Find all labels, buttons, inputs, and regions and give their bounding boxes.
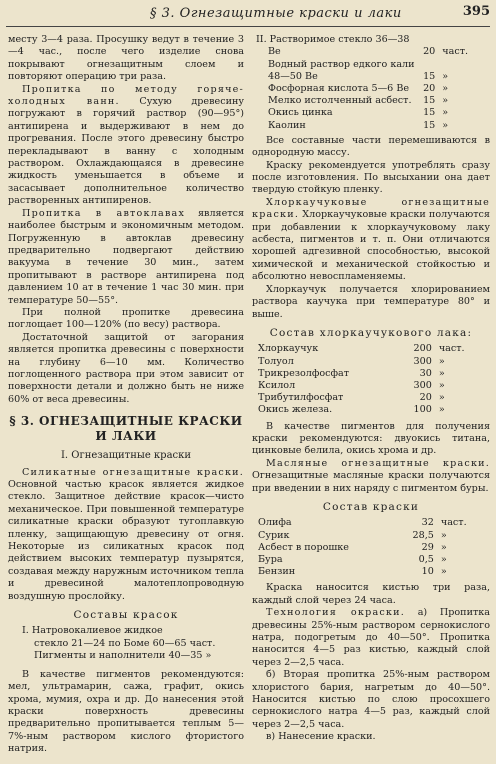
ingredient-unit: » (438, 379, 445, 391)
header-rule (6, 26, 490, 27)
ingredient-name: Бура (258, 554, 283, 565)
ingredient-quantity: 30 (419, 367, 432, 379)
composition-heading: Состав хлоркаучукового лака: (269, 326, 473, 339)
composition-row (258, 343, 472, 355)
composition-line (22, 650, 244, 662)
page-number: 395 (462, 4, 490, 19)
ingredient-quantity: 28,5 (412, 529, 434, 541)
paragraph: Достаточной защитой от загорания является пропитка древесины с поверхности на глубину 6—10 мм. Количество поглощенного раствора при этом зависит от поверхности детали и должно быть не ниже 60% от веса древесины. (8, 331, 244, 405)
ingredient-unit: » (442, 95, 449, 107)
paragraph-text: является наиболее быстрым и экономичным методом. Погруженную в автоклав древесину предварительно подвергают действию вакуума в течение 30 мин., затем пропитывают в растворе антипирена под давлением 10 ат в течение 1 час 30 мин. при температуре 50—55°. (8, 207, 245, 306)
ingredient-name: Толуол (258, 355, 294, 367)
ingredient-name: Трикрезолфосфат (258, 367, 350, 379)
composition-row (268, 83, 480, 95)
paragraph: При полной пропитке древесина поглощает 100—120% (по весу) раствора. (8, 306, 244, 331)
ingredient-unit: част. (442, 46, 469, 58)
ingredient-unit: » (438, 355, 445, 367)
ingredient-quantity: 300 (413, 355, 432, 367)
ingredient-unit: част. (440, 517, 467, 529)
composition-row (258, 368, 472, 380)
composition-row (258, 404, 472, 416)
page-header (0, 0, 496, 28)
ingredient-quantity: 15 (423, 119, 436, 131)
composition-block (8, 625, 244, 662)
ingredient-unit: » (440, 566, 447, 578)
composition-row (268, 107, 480, 119)
ingredient-quantity: 100 (413, 404, 432, 416)
run-in-heading: Силикатные огнезащитные краски. (22, 466, 244, 478)
ingredient-name: Ксилол (258, 379, 296, 391)
ingredient-quantity: 15 (423, 95, 436, 107)
ingredient-unit: » (438, 404, 445, 416)
paragraph (252, 458, 490, 495)
paragraph (252, 607, 490, 669)
ingredient-name: Бензин (258, 566, 296, 578)
paragraph: В качестве пигментов для получения краски рекомендуются: двуокись титана, цинковые белила, окись хрома и др. (252, 420, 490, 457)
ingredient-name: Окись железа. (258, 404, 333, 416)
composition-table-4 (258, 517, 472, 578)
paragraph: В качестве пигментов рекомендуются: мел, ультрамарин, сажа, графит, окись хрома, мумия, охра и др. До нанесения этой краски поверхность древесины предварительно пропитывается теплым 5—7%-ным раствором кислого фтористого натрия. (8, 668, 244, 755)
ingredient-quantity: 15 (423, 107, 436, 119)
ingredient-quantity: 20 (419, 392, 432, 404)
paragraph-text: Сухую древесину погружают в горячий раствор (90—95°) антипирена и выдерживают в нем до прогревания. После этого древесину быстро перекладывают в ванну с холодным раствором. Охлаждающаяся в древесине жидкость уменьшается в объеме и засасывает дополнительное количество растворенных антипиренов. (8, 96, 244, 207)
composition-row (258, 530, 472, 542)
ingredient-unit: » (438, 392, 445, 404)
composition-row (268, 59, 480, 83)
run-in-heading: Технология окраски. (266, 607, 405, 619)
ingredient-unit: част. (438, 343, 465, 355)
ingredient-name: Хлоркаучук (258, 343, 319, 355)
ingredient-quantity: 300 (413, 379, 432, 391)
ingredient-name: Трибутилфосфат (258, 392, 344, 404)
composition-row (268, 120, 480, 132)
ingredient-quantity: 15 (423, 70, 436, 82)
running-title: § 3. Огнезащитные краски и лаки (150, 6, 402, 21)
paragraph-text: Огнезащитные масляные краски получаются при введении в них наряду с пигментом буры. (252, 470, 490, 494)
composition-row (258, 392, 472, 404)
ingredient-quantity: 0,5 (418, 554, 434, 565)
ingredient-unit: » (442, 83, 449, 95)
ingredient-name: Сурик (258, 529, 290, 541)
paragraph-text: а) Пропитка древесины 25%-ным раствором сернокислого натра, подогретым до 40—50°. Пропитка наносится 4—5 раз кистью, каждый слой через 2—2,5 часа. (252, 607, 490, 668)
composition-heading: Состав краски (322, 500, 420, 513)
composition-heading: Составы красок (73, 609, 179, 622)
run-in-heading: Хлоркаучуковые огнезащитные краски. (252, 196, 490, 221)
paragraph (252, 197, 490, 284)
ingredient-quantity: 29 (421, 541, 434, 553)
ingredient-unit: » (442, 70, 449, 82)
composition-row (258, 566, 472, 578)
ingredient-name: Окись цинка (268, 107, 333, 119)
composition-line: стекло 21—24 по Боме 60—65 част. (34, 637, 216, 649)
ingredient-quantity: 10 (421, 566, 434, 578)
ingredient-unit: » (442, 119, 449, 131)
paragraph: Краска наносится кистью три раза, каждый слой через 24 часа. (252, 582, 490, 606)
composition-table-3 (258, 343, 472, 416)
composition-row (258, 517, 472, 529)
ingredient-unit: » (440, 541, 447, 553)
ingredient-unit: » (438, 367, 445, 379)
ingredient-name: Асбест в порошке (258, 541, 349, 553)
run-in-heading: Масляные огнезащитные краски. (266, 457, 490, 469)
ingredient-unit: » (440, 554, 447, 565)
composition-heading: II. Растворимое стекло 36—38 (256, 34, 410, 45)
composition-row (258, 356, 472, 368)
paragraph (8, 467, 244, 603)
left-column (8, 34, 244, 756)
ingredient-name: Водный раствор едкого кали 48—50 Be (268, 58, 415, 82)
section-heading: § 3. ОГНЕЗАЩИТНЫЕ КРАСКИ И ЛАКИ (9, 414, 243, 444)
subsection-heading: I. Огнезащитные краски (60, 450, 192, 462)
right-column (252, 34, 490, 744)
composition-row (258, 380, 472, 392)
ingredient-quantity: 32 (421, 517, 434, 529)
paragraph (8, 84, 244, 208)
ingredient-quantity: 20 (423, 83, 436, 95)
composition-table-2 (268, 46, 480, 131)
composition-row (258, 542, 472, 554)
paragraph: месту 3—4 раза. Просушку ведут в течение 3—4 час., после чего изделие снова покрывают огнезащитным слоем и повторяют операцию три раза. (8, 34, 244, 83)
paragraph: б) Вторая пропитка 25%-ным раствором хлористого бария, нагретым до 40—50°. Наносится кистью по слою просохшего сернокислого натра 4—5 раз, каждый слой через 2—2,5 часа. (252, 669, 490, 730)
ingredient-name: Каолин (268, 119, 306, 131)
ingredient-quantity: 20 (423, 46, 436, 58)
run-in-heading: Пропитка по методу горяче-холодных ванн. (8, 83, 244, 108)
paragraph-text: Хлоркаучуковые краски получаются при добавлении к хлоркаучуковому лаку асбеста, пигментов и т. п. Они отличаются хорошей адгезивной способностью, высокой химической и механической стойкостью и абсолютно невоспламеняемы. (252, 209, 490, 283)
composition-row (268, 95, 480, 107)
composition-line-text: Пигменты и наполнители 40—35 (34, 650, 203, 662)
run-in-heading: Пропитка в автоклавах (22, 207, 186, 219)
composition-row (268, 46, 480, 58)
paragraph (8, 208, 244, 307)
paragraph: в) Нанесение краски. (266, 731, 376, 743)
ingredient-quantity: 200 (413, 343, 432, 355)
paragraph: Краску рекомендуется употреблять сразу после изготовления. По высыхании она дает твердую стойкую пленку. (252, 159, 490, 196)
ingredient-name: Фосфорная кислота 5—6 Be (268, 83, 410, 95)
ingredient-name: Мелко истолченный асбест. (268, 95, 412, 107)
ingredient-unit: » (440, 529, 447, 541)
paragraph: Хлоркаучук получается хлорированием раствора каучука при температуре 80° и выше. (252, 283, 490, 320)
paragraph: Все составные части перемешиваются в однородную массу. (252, 134, 490, 159)
composition-line: I. Натровокалиевое жидкое (22, 625, 163, 637)
paragraph-text: Основной частью красок является жидкое стекло. Защитное действие красок—чисто механическое. При повышенной температуре силикатные краски образуют тугоплавкую пленку, защищающую древесину от огня. Некоторые из силикатных красок под действием высоких температур пузырятся, создавая между наружным источником тепла и древесиной малотеплопроводную воздушную прослойку. (8, 479, 244, 602)
composition-unit: » (205, 650, 212, 662)
ingredient-name: Олифа (258, 517, 292, 529)
composition-row (258, 554, 472, 566)
ingredient-unit: » (442, 107, 449, 119)
ingredient-name: Be (268, 46, 281, 58)
